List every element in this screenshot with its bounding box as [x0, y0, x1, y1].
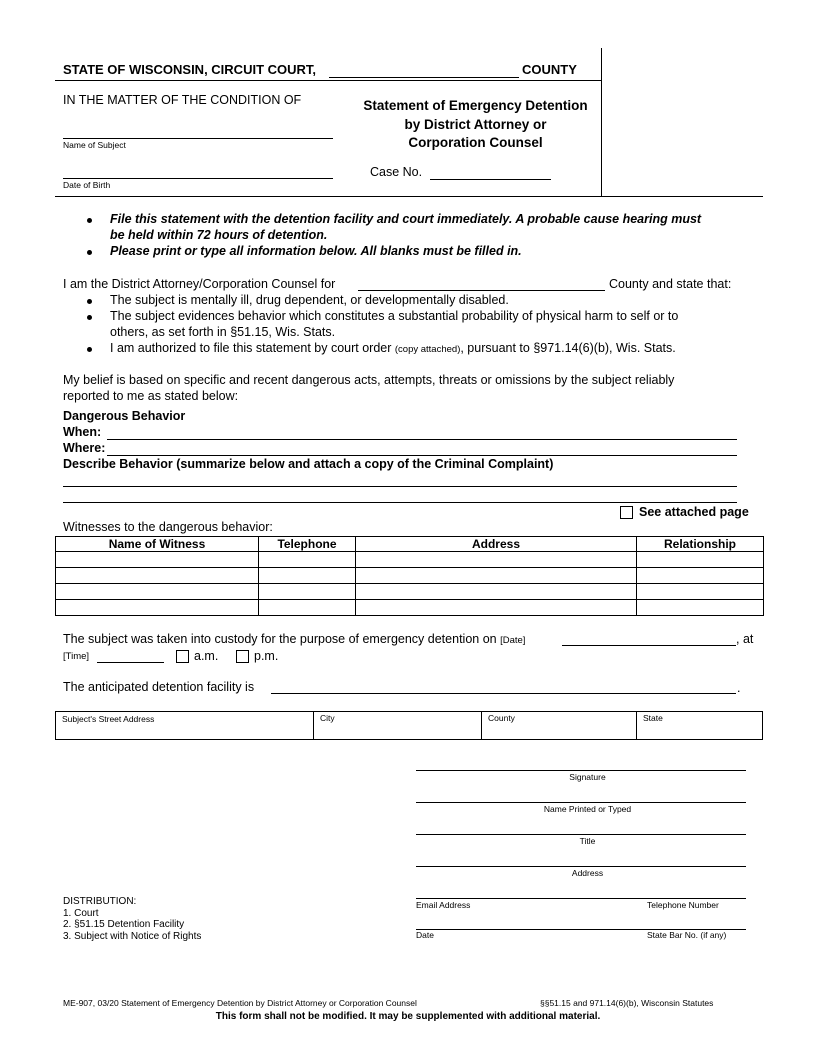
name-printed-field[interactable] [416, 802, 746, 803]
instruction-2: Please print or type all information below. All blanks must be filled in. [110, 244, 522, 258]
signature-label: Signature [569, 772, 606, 782]
when-field[interactable] [107, 439, 737, 440]
custody-time-label: [Time] [63, 651, 90, 662]
distribution-item: 3. Subject with Notice of Rights [63, 930, 202, 942]
distribution-item: 1. Court [63, 907, 99, 919]
address-label: Address [571, 868, 604, 878]
city-field[interactable] [313, 712, 481, 739]
am-label: a.m. [194, 649, 219, 663]
facility-period: . [737, 681, 741, 695]
distribution-item: 2. §51.15 Detention Facility [63, 919, 185, 930]
email-telephone-field[interactable] [416, 898, 746, 899]
statement-item-2: The subject evidences behavior which constitutes a substantial probability of physical harm to self or to [110, 309, 679, 323]
witness-relationship-cell[interactable] [637, 568, 764, 584]
distribution-list [63, 896, 201, 942]
witness-telephone-cell[interactable] [259, 568, 356, 584]
header-bottom-rule [55, 196, 763, 197]
table-row [56, 568, 764, 584]
table-row [56, 552, 764, 568]
footer-statutes: §§51.15 and 971.14(6)(b), Wisconsin Statutes [540, 998, 714, 1008]
witness-relationship-cell[interactable] [637, 584, 764, 600]
pm-label: p.m. [254, 649, 279, 663]
witness-table [55, 536, 764, 616]
witness-name-cell[interactable] [56, 568, 259, 584]
see-attached-label: See attached page [639, 505, 749, 519]
col-address: Address [356, 537, 637, 552]
email-label: Email Address [416, 900, 471, 910]
item3-text: I am authorized to file this statement by court order [110, 341, 392, 355]
belief-line-2: reported to me as stated below: [63, 389, 239, 403]
bullet [87, 299, 92, 304]
statement-item-1: The subject is mentally ill, drug dependent, or developmentally disabled. [110, 293, 509, 307]
date-of-birth-label: Date of Birth [63, 180, 111, 190]
matter-label: IN THE MATTER OF THE CONDITION OF [63, 93, 302, 107]
state-label: State [643, 713, 663, 723]
custody-at-label: , at [736, 632, 754, 646]
statement-intro-end: County and state that: [609, 277, 732, 291]
county-label: COUNTY [522, 62, 577, 77]
name-printed-label: Name Printed or Typed [543, 804, 632, 814]
date-of-birth-field[interactable] [63, 178, 333, 179]
subject-name-field[interactable] [63, 138, 333, 139]
title-label: Title [579, 836, 596, 846]
custody-text: The subject was taken into custody for the purpose of emergency detention on [63, 632, 497, 646]
witness-telephone-cell[interactable] [259, 552, 356, 568]
form-title-line2: by District Attorney or [404, 116, 547, 132]
custody-time-field[interactable] [97, 662, 164, 663]
see-attached-checkbox[interactable] [620, 506, 633, 519]
county-field-label: County [488, 713, 515, 723]
col-relationship: Relationship [637, 537, 764, 552]
witness-telephone-cell[interactable] [259, 600, 356, 616]
form-title [348, 97, 603, 153]
describe-behavior-field-1[interactable] [63, 486, 737, 487]
am-checkbox[interactable] [176, 650, 189, 663]
court-line: STATE OF WISCONSIN, CIRCUIT COURT, [63, 62, 317, 77]
witness-name-cell[interactable] [56, 584, 259, 600]
county-field[interactable] [481, 712, 636, 739]
witness-name-cell[interactable] [56, 600, 259, 616]
da-county-field[interactable] [358, 290, 605, 291]
describe-behavior-label: Describe Behavior (summarize below and attach a copy of the Criminal Complaint) [63, 457, 554, 471]
statement-item-2-cont: others, as set forth in §51.15, Wis. Stats. [110, 325, 336, 339]
col-name-of-witness: Name of Witness [56, 537, 259, 552]
city-label: City [320, 713, 335, 723]
instruction-1: File this statement with the detention facility and court immediately. A probable cause hearing must [110, 212, 702, 226]
signature-field[interactable] [416, 770, 746, 771]
header-divider-horizontal [55, 80, 601, 81]
describe-behavior-field-2[interactable] [63, 502, 737, 503]
where-field[interactable] [107, 455, 737, 456]
bullet [87, 250, 92, 255]
subject-name-label: Name of Subject [63, 140, 126, 150]
county-name-field[interactable] [329, 77, 519, 78]
witness-name-cell[interactable] [56, 552, 259, 568]
distribution-heading: DISTRIBUTION: [63, 896, 137, 907]
item3-text-end: , pursuant to §971.14(6)(b), Wis. Stats. [460, 341, 676, 355]
witnesses-label: Witnesses to the dangerous behavior: [63, 520, 273, 534]
witness-address-cell[interactable] [356, 552, 637, 568]
witness-address-cell[interactable] [356, 584, 637, 600]
footer-form-id: ME-907, 03/20 Statement of Emergency Detention by District Attorney or Corporation Counsel [63, 998, 417, 1008]
date-label: Date [416, 930, 434, 940]
instruction-1-cont: be held within 72 hours of detention. [110, 228, 328, 242]
col-telephone: Telephone [259, 537, 356, 552]
bullet [87, 218, 92, 223]
witness-address-cell[interactable] [356, 568, 637, 584]
case-number-field[interactable] [430, 179, 551, 180]
case-number-label: Case No. [370, 165, 423, 179]
facility-field[interactable] [271, 693, 736, 694]
witness-relationship-cell[interactable] [637, 552, 764, 568]
bullet [87, 347, 92, 352]
state-field[interactable] [636, 712, 762, 739]
bullet [87, 315, 92, 320]
form-title-line3: Corporation Counsel [408, 135, 543, 150]
custody-date-label: [Date] [500, 635, 526, 646]
statement-intro: I am the District Attorney/Corporation Counsel for [63, 277, 336, 291]
where-label: Where: [63, 441, 106, 455]
title-field[interactable] [416, 834, 746, 835]
item3-small: (copy attached) [394, 344, 461, 355]
witness-table-header [56, 537, 764, 552]
street-address-field[interactable] [56, 712, 313, 739]
custody-date-field[interactable] [562, 645, 736, 646]
witness-relationship-cell[interactable] [637, 600, 764, 616]
facility-label: The anticipated detention facility is [63, 680, 255, 694]
belief-line-1: My belief is based on specific and recent dangerous acts, attempts, threats or omissions by the subject reliably [63, 373, 675, 387]
witness-telephone-cell[interactable] [259, 584, 356, 600]
address-field[interactable] [416, 866, 746, 867]
table-row [56, 584, 764, 600]
bar-number-label: State Bar No. (if any) [647, 930, 727, 940]
statement-item-3 [110, 341, 676, 355]
witness-address-cell[interactable] [356, 600, 637, 616]
pm-checkbox[interactable] [236, 650, 249, 663]
telephone-label: Telephone Number [647, 900, 719, 910]
street-address-label: Subject's Street Address [62, 714, 155, 724]
when-label: When: [63, 425, 102, 439]
custody-line [63, 632, 525, 646]
footer-notice: This form shall not be modified. It may be supplemented with additional material. [215, 1011, 601, 1022]
dangerous-behavior-heading: Dangerous Behavior [63, 409, 186, 423]
subject-address-box [55, 711, 763, 740]
table-row [56, 600, 764, 616]
form-title-line1: Statement of Emergency Detention [363, 98, 588, 113]
